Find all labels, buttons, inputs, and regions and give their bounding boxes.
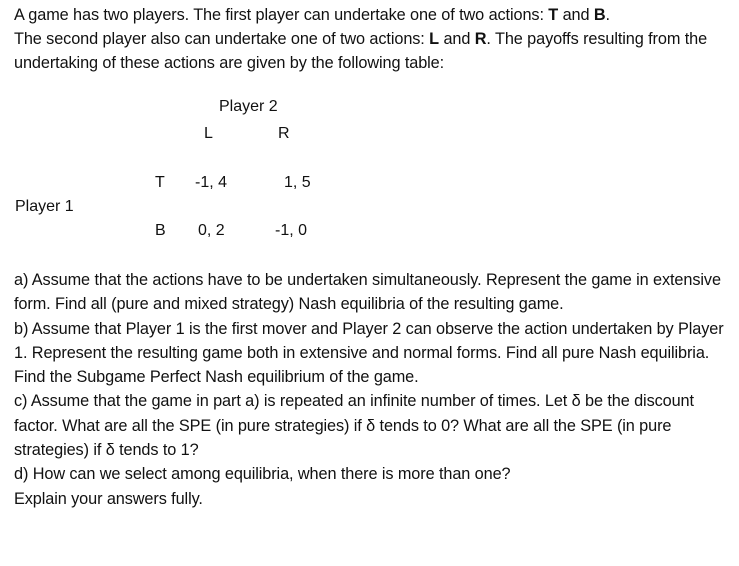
- question-d: d) How can we select among equilibria, when there is more than one?: [14, 465, 511, 484]
- column-action-l: L: [204, 125, 213, 142]
- payoff-t-l: -1, 4: [195, 174, 228, 191]
- row-player-label: Player 1: [15, 198, 74, 215]
- question-a: a) Assume that the actions have to be undertaken simultaneously. Represent the game in extensive form. Find all (pure and mixed strategy) Nash equilibria of the resulting game.: [14, 271, 721, 314]
- intro-text-4: The second player also can undertake one of two actions:: [14, 30, 430, 48]
- column-action-r: R: [278, 125, 290, 142]
- problem-intro: [14, 3, 729, 75]
- row-action-t: T: [155, 174, 165, 191]
- question-c: c) Assume that the game in part a) is repeated an infinite number of times. Let δ be the discount factor. What are all the SPE (in pure strategies) if δ tends to 0? What are all the SPE (in pure strategies) if δ tends to 1?: [14, 392, 694, 460]
- question-list: [14, 268, 732, 511]
- column-player-label: Player 2: [219, 98, 278, 115]
- payoff-b-r: -1, 0: [275, 222, 308, 239]
- question-b: b) Assume that Player 1 is the first mover and Player 2 can observe the action undertaken by Player 1. Represent the resulting game both in extensive and normal forms. Find all pure Nash equilibria. Find the Subgame Perfect Nash equilibrium of the game.: [14, 319, 724, 387]
- action-t: T: [548, 6, 559, 24]
- intro-text-5: and: [439, 30, 475, 48]
- action-b: B: [593, 6, 606, 24]
- intro-text-1: A game has two players. The first player can undertake one of two actions:: [14, 6, 549, 24]
- row-action-b: B: [155, 222, 166, 239]
- intro-text-2: and: [558, 6, 594, 24]
- payoff-b-l: 0, 2: [198, 222, 225, 239]
- payoff-t-r: 1, 5: [284, 174, 311, 191]
- action-r: R: [474, 30, 487, 48]
- intro-text-3: .: [605, 6, 610, 24]
- closing-instruction: Explain your answers fully.: [14, 489, 203, 508]
- intro-text-6: . The payoffs resulting from the undertaking of these actions are given by the following table:: [14, 30, 708, 72]
- action-l: L: [429, 30, 440, 48]
